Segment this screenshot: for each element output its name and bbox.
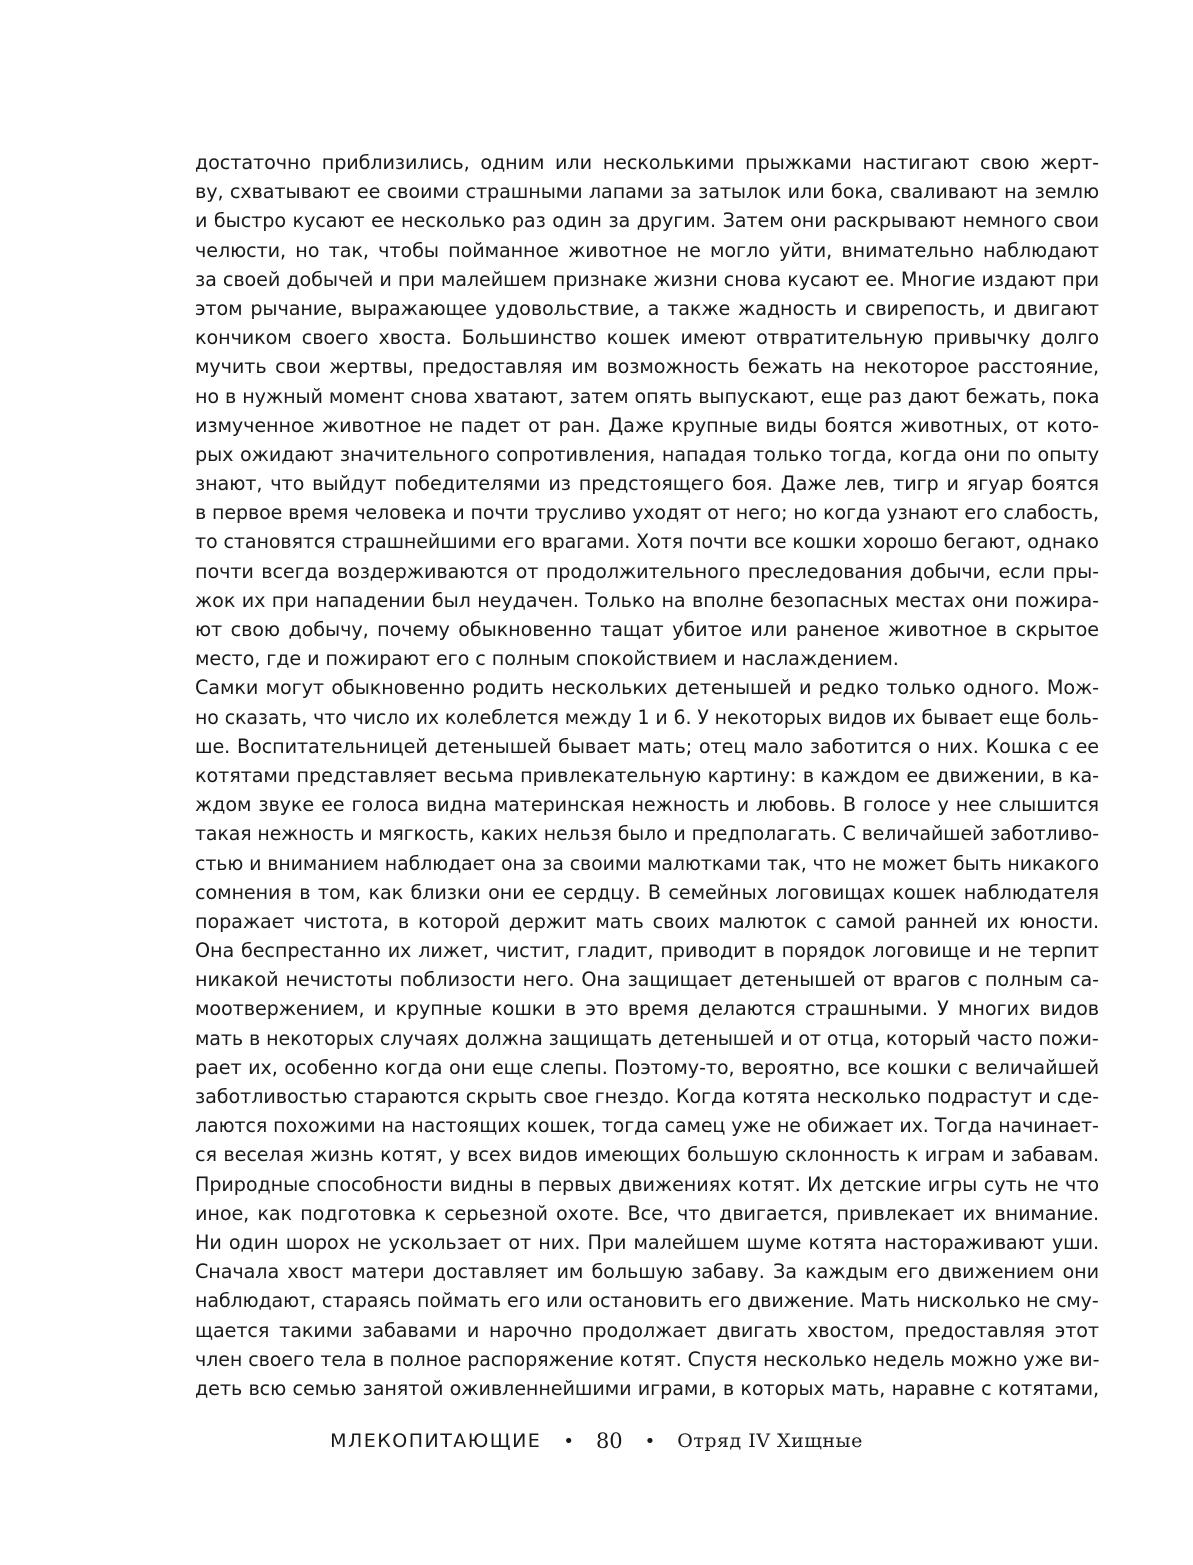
- text-line: мать в некоторых случаях должна защищать детенышей и от отца, который часто пожи-: [195, 1026, 1099, 1050]
- text-line: почти всегда воздерживаются от продолжительного преследования добычи, если пры-: [195, 559, 1099, 583]
- text-line: щается такими забавами и нарочно продолжает двигать хвостом, предоставляя этот: [195, 1318, 1099, 1342]
- text-line: котятами представляет весьма привлекательную картину: в каждом ее движении, в ка-: [195, 763, 1099, 787]
- text-line: но в нужный момент снова хватают, затем опять выпускают, еще раз дают бежать, пока: [195, 384, 1100, 408]
- text-line: лаются похожими на настоящих кошек, тогда самец уже не обижает их. Тогда начинает-: [195, 1114, 1099, 1138]
- text-line: ву, схватывают ее своими страшными лапами за затылок или бока, сваливают на землю: [195, 180, 1099, 204]
- text-line: мучить свои жертвы, предоставляя им возможность бежать на некоторое расстояние,: [195, 355, 1099, 379]
- text-line: такая нежность и мягкость, каких нельзя было и предполагать. С величайшей заботливо-: [195, 822, 1099, 846]
- text-line: никакой нечистоты поблизости него. Она защищает детенышей от врагов с полным са-: [195, 968, 1099, 992]
- page-number: 80: [595, 1429, 623, 1453]
- text-line: ше. Воспитательницей детенышей бывает мать; отец мало заботится о них. Кошка с ее: [195, 734, 1099, 758]
- footer-chapter-title: Отряд IV Хищные: [677, 1430, 863, 1452]
- text-line: заботливостью стараются скрыть свое гнездо. Когда котята несколько подрастут и сде-: [195, 1085, 1099, 1108]
- text-line: измученное животное не падет от ран. Даже крупные виды боятся животных, от кото-: [195, 413, 1099, 437]
- text-line: моотвержением, и крупные кошки в это время делаются страшными. У многих видов: [195, 997, 1099, 1021]
- text-line: знают, что выйдут победителями из предстоящего боя. Даже лев, тигр и ягуар боятся: [195, 472, 1099, 496]
- text-line: член своего тела в полное распоряжение котят. Спустя несколько недель можно уже ви-: [195, 1347, 1100, 1371]
- text-line: за своей добычей и при малейшем признаке жизни снова кусают ее. Многие издают при: [195, 267, 1099, 291]
- text-line: стью и вниманием наблюдает она за своими малютками так, что не может быть никакого: [195, 851, 1100, 875]
- text-line: Ни один шорох не ускользает от них. При малейшем шуме котята настораживают уши.: [195, 1230, 1099, 1254]
- text-line: челюсти, но так, чтобы пойманное животное не могло уйти, внимательно наблюдают: [195, 238, 1099, 262]
- text-line: Природные способности видны в первых движениях котят. Их детские игры суть не что: [195, 1172, 1099, 1196]
- text-line: наблюдают, стараясь поймать его или остановить его движение. Мать нисколько не сму-: [195, 1289, 1099, 1313]
- footer-section-title: МЛЕКОПИТАЮЩИЕ: [330, 1430, 542, 1452]
- text-line: в первое время человека и почти трусливо уходят от него; но когда узнают его слабость,: [195, 501, 1099, 525]
- text-line: ся веселая жизнь котят, у всех видов имеющих большую склонность к играм и забавам.: [195, 1143, 1099, 1167]
- text-line: кончиком своего хвоста. Большинство кошек имеют отвратительную привычку долго: [195, 326, 1099, 350]
- text-line: ждом звуке ее голоса видна материнская нежность и любовь. В голосе у нее слышится: [195, 793, 1099, 817]
- text-line: и быстро кусают ее несколько раз один за другим. Затем они раскрывают немного свои: [195, 209, 1099, 233]
- footer-separator-left: •: [563, 1430, 574, 1452]
- text-line: сомнения в том, как близки они ее сердцу. В семейных логовищах кошек наблюдателя: [195, 880, 1099, 904]
- text-line: то становятся страшнейшими его врагами. Хотя почти все кошки хорошо бегают, однако: [195, 530, 1099, 554]
- text-line: рает их, особенно когда они еще слепы. Поэтому-то, вероятно, все кошки с величайшей: [195, 1055, 1099, 1079]
- text-line: достаточно приблизились, одним или несколькими прыжками настигают свою жерт-: [195, 151, 1099, 174]
- text-line: жок их при нападении был неудачен. Только на вполне безопасных местах они пожира-: [195, 588, 1099, 612]
- text-line: деть всю семью занятой оживленнейшими играми, в которых мать, наравне с котятами,: [195, 1376, 1099, 1400]
- text-line: место, где и пожирают его с полным спокойствием и наслаждением.: [195, 647, 899, 671]
- text-line: этом рычание, выражающее удовольствие, а также жадность и свирепость, и двигают: [195, 296, 1099, 320]
- text-line: но сказать, что число их колеблется между 1 и 6. У некоторых видов их бывает еще боль-: [195, 705, 1099, 729]
- text-line: иное, как подготовка к серьезной охоте. Все, что двигается, привлекает их внимание.: [195, 1201, 1099, 1225]
- text-line: поражает чистота, в которой держит мать своих малюток с самой ранней их юности.: [195, 909, 1099, 933]
- footer-separator-right: •: [644, 1430, 656, 1452]
- text-line: рых ожидают значительного сопротивления, нападая только тогда, когда они по опыту: [195, 442, 1099, 466]
- text-line: Самки могут обыкновенно родить нескольких детенышей и редко только одного. Мож-: [195, 676, 1099, 700]
- running-footer: [0, 1423, 1193, 1459]
- text-line: Сначала хвост матери доставляет им большую забаву. За каждым его движением они: [195, 1260, 1099, 1284]
- text-line: ют свою добычу, почему обыкновенно тащат убитое или раненое животное в скрытое: [195, 618, 1099, 641]
- text-line: Она беспрестанно их лижет, чистит, гладит, приводит в порядок логовище и не терпит: [195, 939, 1099, 963]
- body-text: [195, 148, 1099, 1403]
